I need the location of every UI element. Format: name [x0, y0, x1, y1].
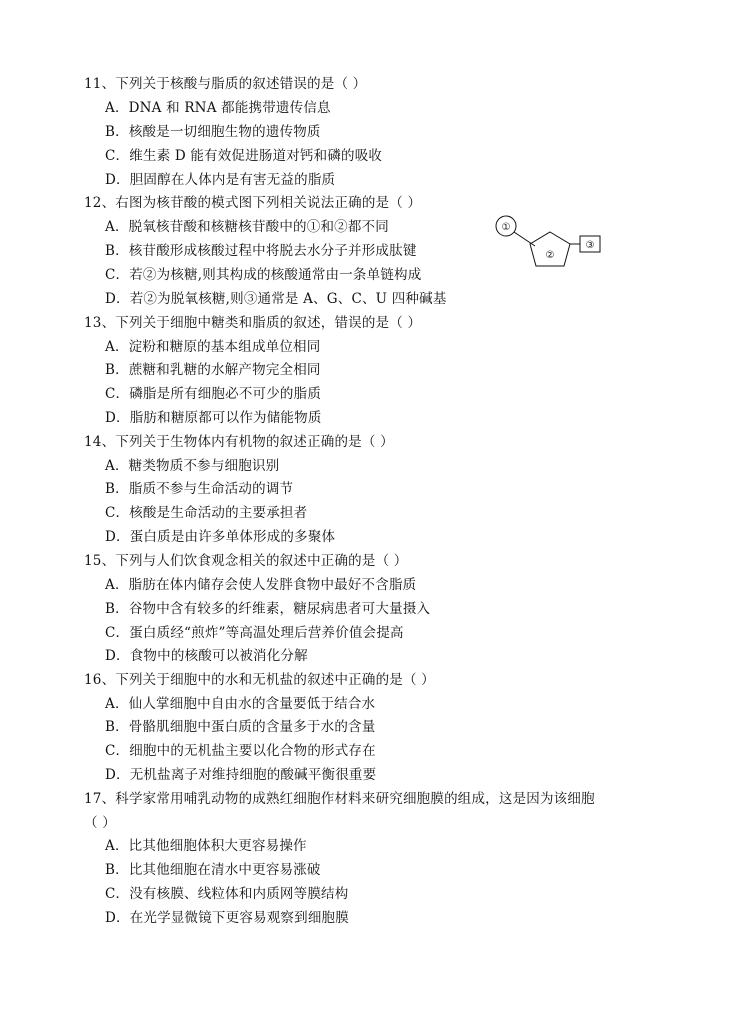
question-16-option-d: D．无机盐离子对维持细胞的酸碱平衡很重要 [105, 767, 377, 783]
question-16-option-a: A．仙人掌细胞中自由水的含量要低于结合水 [105, 696, 376, 712]
question-12-option-b: B．核苷酸形成核酸过程中将脱去水分子并形成肽键 [105, 243, 417, 259]
question-17-option-b: B．比其他细胞在清水中更容易涨破 [105, 862, 321, 878]
question-11-option-c: C．维生素 D 能有效促进肠道对钙和磷的吸收 [105, 148, 383, 164]
question-13-option-a: A．淀粉和糖原的基本组成单位相同 [105, 339, 321, 355]
question-14-option-c: C．核酸是生命活动的主要承担者 [105, 505, 308, 521]
question-15-option-a: A．脂肪在体内储存会使人发胖食物中最好不含脂质 [105, 577, 417, 593]
phosphate-label: ① [501, 222, 511, 233]
question-12-option-c: C．若②为核糖,则其构成的核酸通常由一条单链构成 [105, 267, 422, 283]
question-14-stem: 14、下列关于生物体内有机物的叙述正确的是（ ） [84, 434, 394, 450]
question-17-stem-cont: （ ） [84, 815, 116, 831]
question-17-stem: 17、科学家常用哺乳动物的成熟红细胞作材料来研究细胞膜的组成，这是因为该细胞 [84, 791, 595, 807]
question-12-option-d: D．若②为脱氧核糖,则③通常是 A、G、C、U 四种碱基 [105, 291, 447, 307]
question-14-option-d: D．蛋白质是由许多单体形成的多聚体 [105, 529, 336, 545]
question-11-option-d: D．胆固醇在人体内是有害无益的脂质 [105, 172, 336, 188]
question-17-option-a: A．比其他细胞体积大更容易操作 [105, 838, 307, 854]
base-label: ③ [585, 240, 595, 251]
question-13-option-b: B．蔗糖和乳糖的水解产物完全相同 [105, 362, 321, 378]
question-17-option-d: D．在光学显微镜下更容易观察到细胞膜 [105, 910, 349, 926]
question-15-option-c: C．蛋白质经“煎炸”等高温处理后营养价值会提高 [105, 625, 404, 641]
question-15-option-b: B．谷物中含有较多的纤维素，糖尿病患者可大量摄入 [105, 601, 431, 617]
question-13-option-c: C．磷脂是所有细胞必不可少的脂质 [105, 386, 322, 402]
question-14-option-a: A．糖类物质不参与细胞识别 [105, 458, 280, 474]
nucleotide-diagram [488, 210, 608, 270]
question-14-option-b: B．脂质不参与生命活动的调节 [105, 481, 294, 497]
question-11-option-a: A．DNA 和 RNA 都能携带遗传信息 [105, 100, 331, 116]
question-11-stem: 11、下列关于核酸与脂质的叙述错误的是（ ） [84, 76, 367, 92]
question-11-option-b: B．核酸是一切细胞生物的遗传物质 [105, 124, 321, 140]
pentose-label: ② [545, 250, 555, 261]
question-13-stem: 13、下列关于细胞中糖类和脂质的叙述，错误的是（ ） [84, 315, 422, 331]
question-16-option-b: B．骨骼肌细胞中蛋白质的含量多于水的含量 [105, 719, 376, 735]
question-17-option-c: C．没有核膜、线粒体和内质网等膜结构 [105, 886, 349, 902]
question-12-stem: 12、右图为核苷酸的模式图下列相关说法正确的是（ ） [84, 195, 422, 211]
question-12-option-a: A．脱氧核苷酸和核糖核苷酸中的①和②都不同 [105, 219, 389, 235]
question-15-stem: 15、下列与人们饮食观念相关的叙述中正确的是（ ） [84, 553, 408, 569]
question-16-option-c: C．细胞中的无机盐主要以化合物的形式存在 [105, 743, 376, 759]
phosphate-sugar-bond [514, 232, 535, 246]
question-13-option-d: D．脂肪和糖原都可以作为储能物质 [105, 410, 322, 426]
question-16-stem: 16、下列关于细胞中的水和无机盐的叙述中正确的是（ ） [84, 672, 435, 688]
question-15-option-d: D．食物中的核酸可以被消化分解 [105, 648, 308, 664]
